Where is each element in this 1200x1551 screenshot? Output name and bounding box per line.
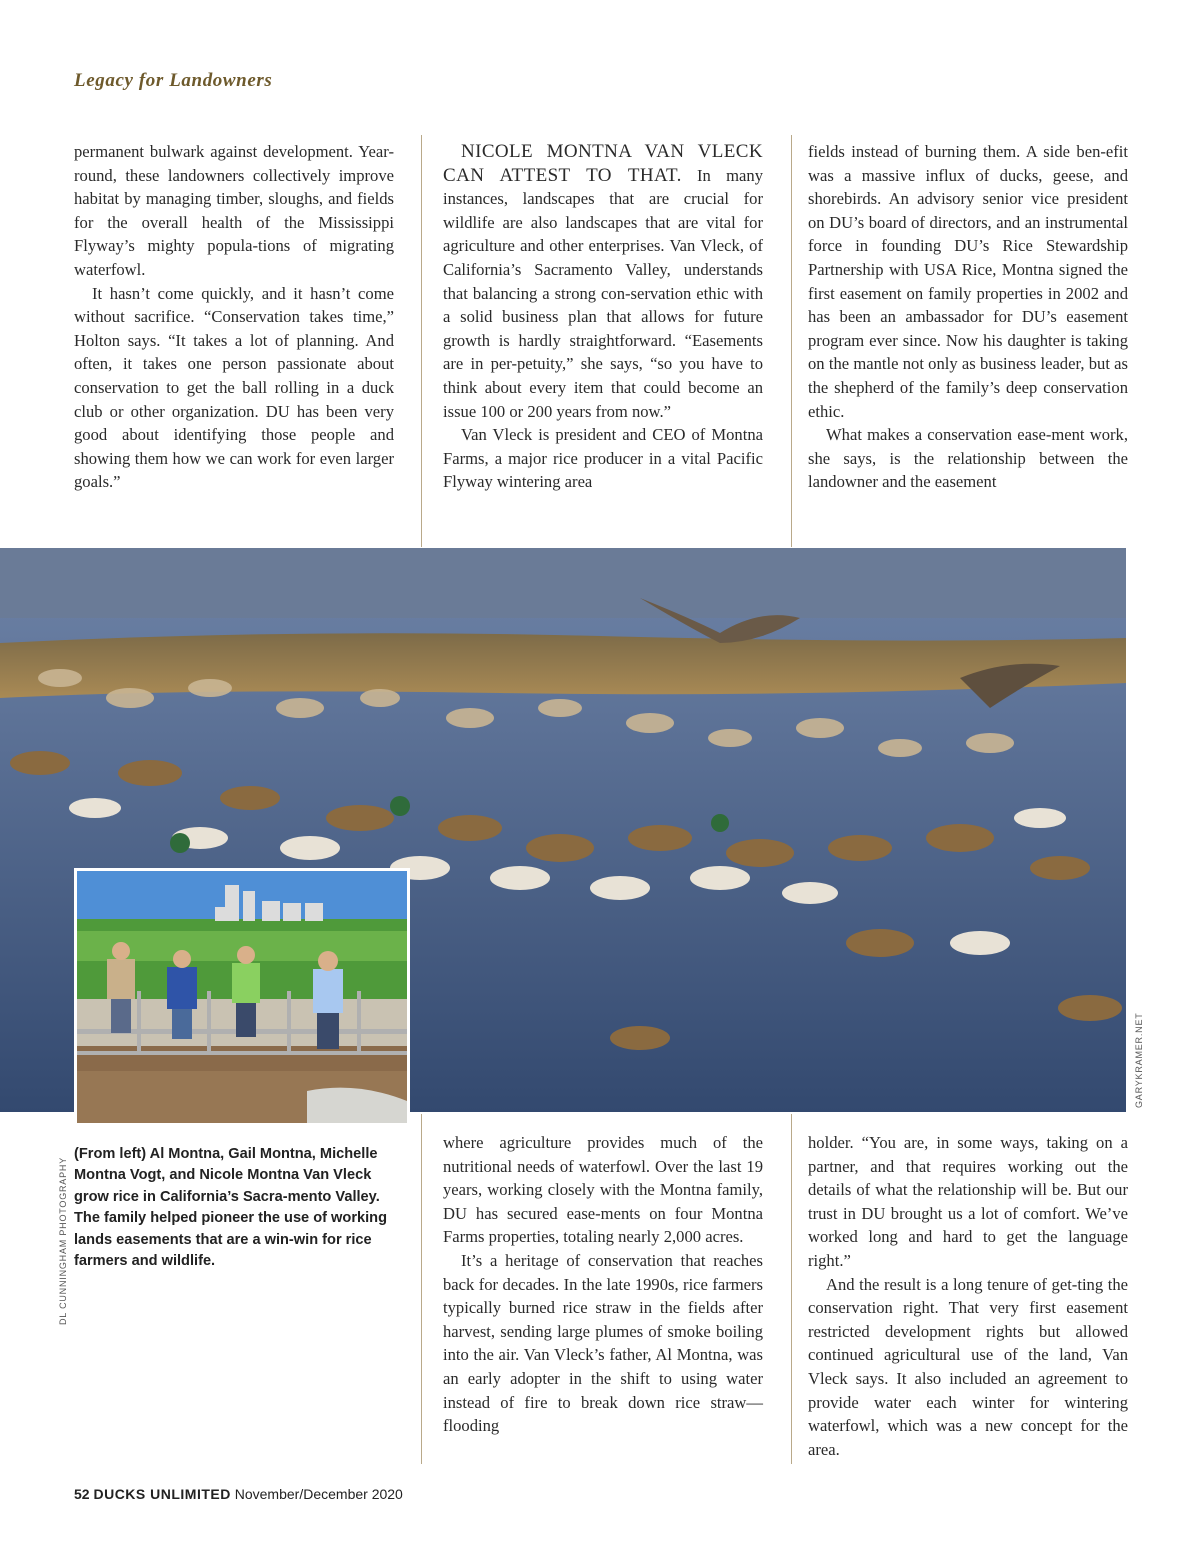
magazine-name: DUCKS UNLIMITED: [93, 1486, 231, 1502]
column-rule: [791, 1114, 792, 1464]
column-right-top: [808, 140, 1128, 494]
photo-caption: (From left) Al Montna, Gail Montna, Michelle Montna Vogt, and Nicole Montna Van Vleck grow rice in California’s Sacra-mento Valley. The family helped pioneer the use of working lands easements that are a win-win for rice farmers and wildlife.: [74, 1146, 388, 1270]
paragraph: What makes a conservation ease-ment work, she says, is the relationship between the landowner and the easement: [808, 425, 1128, 492]
lead-paragraph: [443, 140, 763, 423]
paragraph: fields instead of burning them. A side ben-efit was a massive influx of ducks, geese, and shorebirds. An advisory senior vice president on DU’s board of directors, and an instrumental force in founding DU’s Rice Stewardship Partnership with USA Rice, Montna signed the first easement on family properties in 2002 and has been an ambassador for DU’s easement program ever since. Now his daughter is taking on the mantle not only as business leader, but as the shepherd of the family’s deep conservation ethic.: [808, 142, 1128, 421]
paragraph: And the result is a long tenure of get-ting the conservation right. That very first easement restricted development rights but allowed continued agricultural use of the land, Van Vleck says. It also included an agreement to provide water each winter for wintering waterfowl, which was a new concept for the area.: [808, 1274, 1128, 1459]
lead-caps: NICOLE MONTNA VAN VLECK CAN ATTEST TO THAT.: [443, 141, 763, 186]
paragraph: holder. “You are, in some ways, taking on a partner, and that requires working out the details of what the relationship will be. But our trust in DU brought us a lot of comfort. We’ve worked long and hard to get the language right.”: [808, 1133, 1128, 1270]
column-rule: [421, 1114, 422, 1464]
lead-rest: In many instances, landscapes that are crucial for wildlife are also landscapes that are vital for agriculture and other enterprises. Van Vleck, of California’s Sacramento Valley, understands that balancing a strong con-servation ethic with a solid business plan that allows for future growth is hardly straightforward. “Easements are in per-petuity,” she says, “so you have to think about every item that could become an issue 100 or 200 years from now.”: [443, 165, 763, 421]
paragraph: Van Vleck is president and CEO of Montna Farms, a major rice producer in a vital Pacific Flyway wintering area: [443, 425, 763, 492]
column-right-bottom: [808, 1131, 1128, 1461]
issue-date: November/December 2020: [234, 1486, 403, 1502]
column-middle-bottom: [443, 1131, 763, 1438]
paragraph: It’s a heritage of conservation that reaches back for decades. In the late 1990s, rice farmers typically burned rice straw in the fields after harvest, sending large plumes of smoke boiling into the air. Van Vleck’s father, Al Montna, was an early adopter in the shift to using water instead of fire to break down rice straw—flooding: [443, 1250, 763, 1436]
inset-photo-credit: DL CUNNINGHAM PHOTOGRAPHY: [58, 1156, 68, 1325]
column-middle-top: [443, 140, 763, 494]
column-rule: [421, 135, 422, 547]
page-footer: [74, 1486, 403, 1502]
column-rule: [791, 135, 792, 547]
paragraph: It hasn’t come quickly, and it hasn’t come without sacrifice. “Conservation takes time,” Holton says. “It takes a lot of planning. And often, it takes one person passionate about conservation to get the ball rolling in a duck club or other organization. DU has been very good about identifying those people and showing them how we can work for even larger goals.”: [74, 283, 394, 492]
paragraph: where agriculture provides much of the nutritional needs of waterfowl. Over the last 19 years, working closely with the Montna family, DU has secured ease-ments on four Montna Farms properties, totaling nearly 2,000 acres.: [443, 1133, 763, 1247]
main-photo-credit: GARYKRAMER.NET: [1134, 1012, 1144, 1108]
page-number: 52: [74, 1486, 90, 1502]
section-title: Legacy for Landowners: [74, 70, 273, 91]
column-left-top: [74, 140, 394, 494]
montna-family-photo: [74, 868, 410, 1126]
family-illustration: [77, 871, 407, 1123]
paragraph: permanent bulwark against development. Year-round, these landowners collectively improve habitat by managing timber, sloughs, and fields for the overall health of the Mississippi Flyway’s mighty popula-tions of migrating waterfowl.: [74, 142, 394, 279]
